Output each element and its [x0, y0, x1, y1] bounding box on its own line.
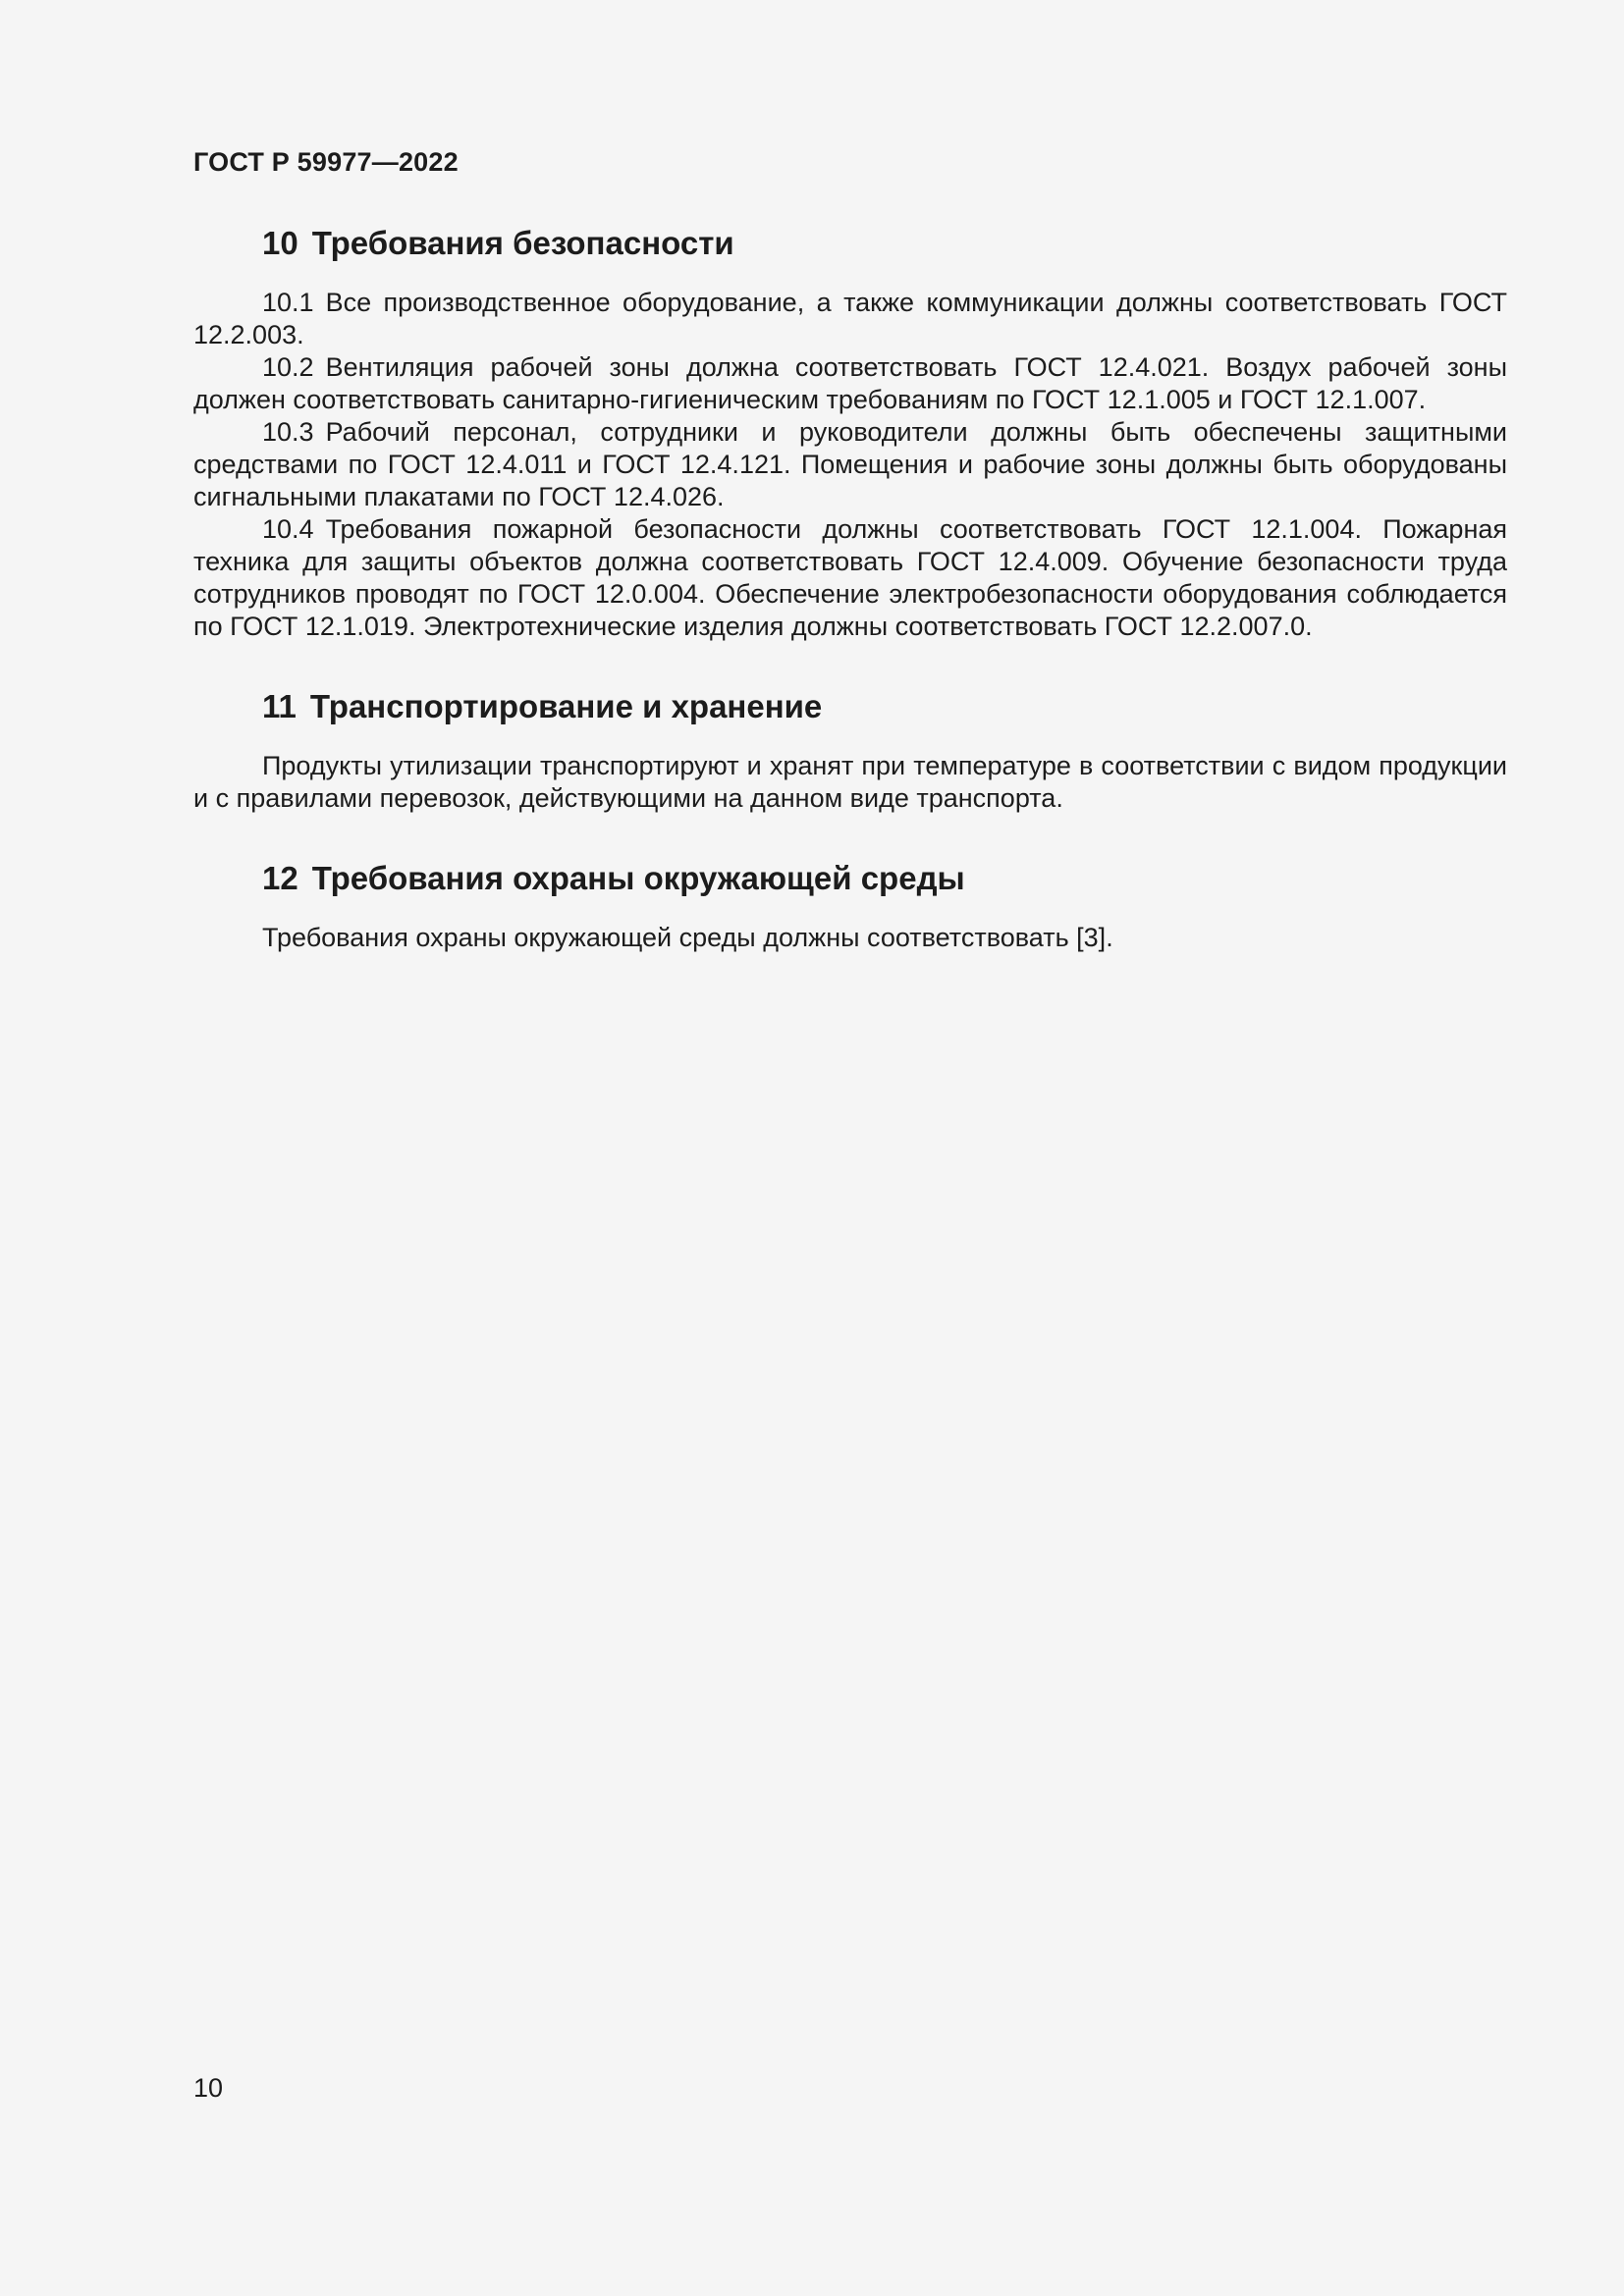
- document-header: ГОСТ Р 59977—2022: [193, 147, 459, 177]
- paragraph-number: 10.2: [262, 352, 314, 382]
- section-number: 11: [262, 688, 297, 724]
- paragraph-11: [193, 750, 1507, 815]
- section-title-text: Транспортирование и хранение: [309, 688, 823, 724]
- paragraph-number: 10.1: [262, 288, 314, 317]
- section-number: 12: [262, 860, 298, 896]
- paragraph-10-4: [193, 513, 1507, 643]
- section-title-text: Требования безопасности: [311, 225, 734, 261]
- paragraph-number: 10.3: [262, 417, 314, 447]
- section-10: [193, 222, 1507, 643]
- paragraph-text: Требования охраны окружающей среды должны соответствовать [3].: [262, 923, 1113, 952]
- paragraph-10-1: [193, 287, 1507, 351]
- section-11: [193, 685, 1507, 815]
- document-body: [193, 222, 1507, 954]
- section-title: [262, 857, 1507, 900]
- paragraph-text: Вентиляция рабочей зоны должна соответствовать ГОСТ 12.4.021. Воздух рабочей зоны должен соответствовать санитарно-гигиеническим требованиям по ГОСТ 12.1.005 и ГОСТ 12.1.007.: [193, 352, 1507, 414]
- paragraph-text: Требования пожарной безопасности должны соответствовать ГОСТ 12.1.004. Пожарная техника для защиты объектов должна соответствовать ГОСТ 12.4.009. Обучение безопасности труда сотрудников проводят по ГОСТ 12.0.004. Обеспечение электробезопасности оборудования соблюдается по ГОСТ 12.1.019. Электротехнические изделия должны соответствовать ГОСТ 12.2.007.0.: [193, 514, 1507, 641]
- paragraph-text: Все производственное оборудование, а также коммуникации должны соответствовать ГОСТ 12.2.003.: [193, 288, 1507, 349]
- paragraph-text: Продукты утилизации транспортируют и хранят при температуре в соответствии с видом продукции и с правилами перевозок, действующими на данном виде транспорта.: [193, 751, 1507, 813]
- paragraph-number: 10.4: [262, 514, 314, 544]
- section-title: [262, 685, 1507, 728]
- section-number: 10: [262, 225, 298, 261]
- section-12: [193, 857, 1507, 954]
- paragraph-10-3: [193, 416, 1507, 513]
- section-title-text: Требования охраны окружающей среды: [311, 860, 965, 896]
- paragraph-12: [193, 922, 1507, 954]
- page-number: 10: [193, 2073, 224, 2103]
- paragraph-10-2: [193, 351, 1507, 416]
- section-title: [262, 222, 1507, 265]
- paragraph-text: Рабочий персонал, сотрудники и руководители должны быть обеспечены защитными средствами по ГОСТ 12.4.011 и ГОСТ 12.4.121. Помещения и рабочие зоны должны быть оборудованы сигнальными плакатами по ГОСТ 12.4.026.: [193, 417, 1507, 511]
